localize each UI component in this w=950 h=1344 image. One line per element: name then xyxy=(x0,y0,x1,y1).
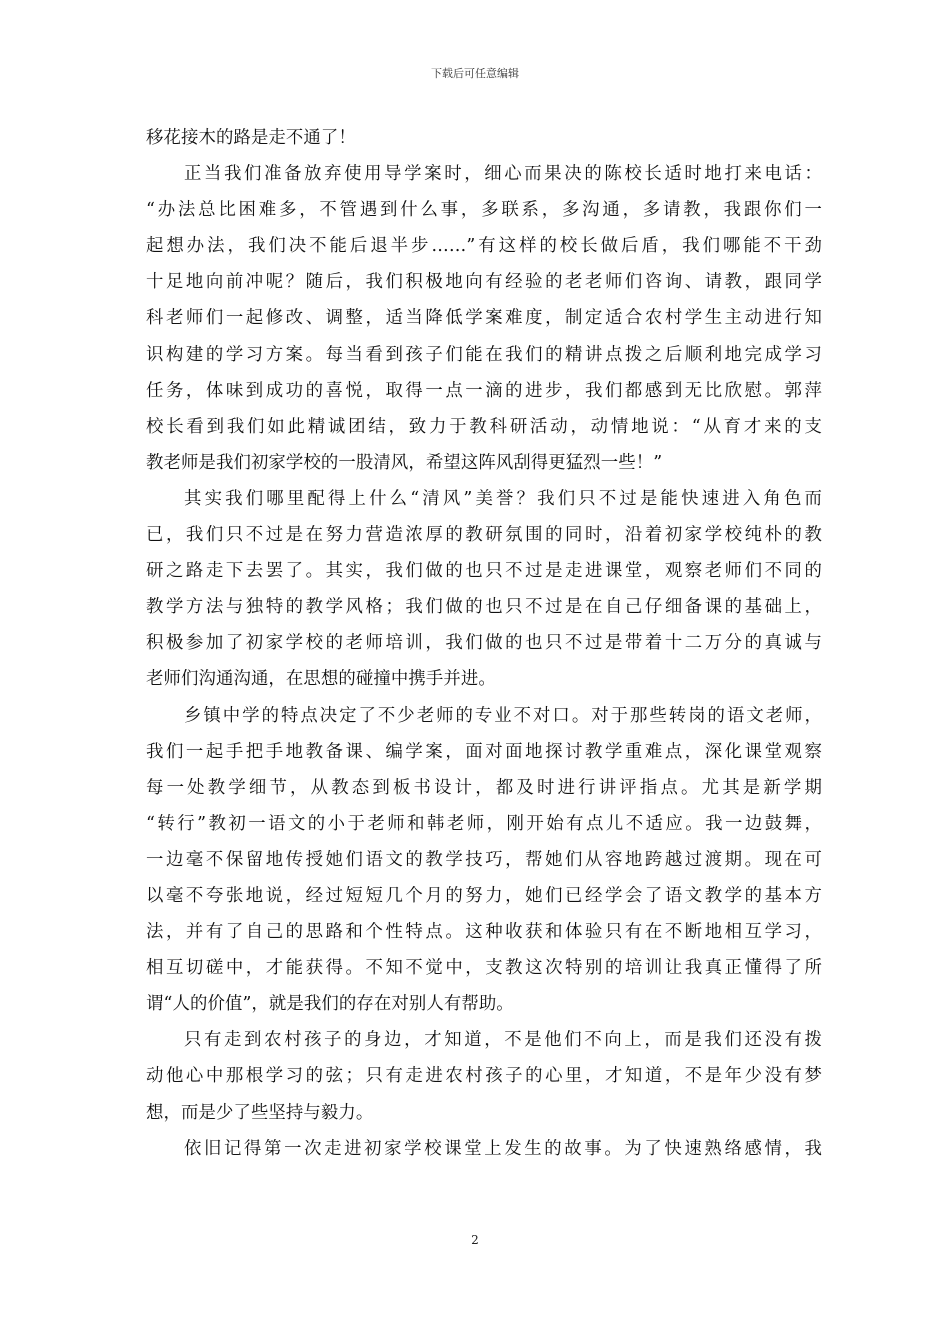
text-line: 研之路走下去罢了。其实，我们做的也只不过是走进课堂，观察老师们不同的 xyxy=(146,561,822,582)
text-line: 相互切磋中，才能获得。不知不觉中，支教这次特别的培训让我真正懂得了所 xyxy=(146,958,822,979)
document-body xyxy=(146,120,822,1167)
paragraph-first-line: 正当我们准备放弃使用导学案时，细心而果决的陈校长适时地打来电话： xyxy=(184,164,822,185)
page-header: 下载后可任意编辑 xyxy=(431,67,519,80)
text-line: 教学方法与独特的教学风格；我们做的也只不过是在自己仔细备课的基础上， xyxy=(146,597,822,618)
text-line: 法，并有了自己的思路和个性特点。这种收获和体验只有在不断地相互学习， xyxy=(146,922,822,943)
text-line: 教老师是我们初家学校的一股清风，希望这阵风刮得更猛烈一些！” xyxy=(146,452,663,473)
paragraph-first-line: 其实我们哪里配得上什么“清风”美誉？我们只不过是能快速进入角色而 xyxy=(184,488,822,509)
page-number: 2 xyxy=(471,1233,479,1247)
text-line: 我们一起手把手地教备课、编学案，面对面地探讨教学重难点，深化课堂观察 xyxy=(146,741,822,762)
text-line: 识构建的学习方案。每当看到孩子们能在我们的精讲点拨之后顺利地完成学习 xyxy=(146,344,822,365)
text-line: 想，而是少了些坚持与毅力。 xyxy=(146,1102,374,1123)
paragraph-first-line: 依旧记得第一次走进初家学校课堂上发生的故事。为了快速熟络感情，我 xyxy=(184,1138,822,1159)
text-line: 校长看到我们如此精诚团结，致力于教科研活动，动情地说：“从育才来的支 xyxy=(146,416,822,437)
text-line: 科老师们一起修改、调整，适当降低学案难度，制定适合农村学生主动进行知 xyxy=(146,308,822,329)
text-line: 积极参加了初家学校的老师培训，我们做的也只不过是带着十二万分的真诚与 xyxy=(146,633,822,654)
text-line: 十足地向前冲呢？随后，我们积极地向有经验的老老师们咨询、请教，跟同学 xyxy=(146,272,822,293)
paragraph-first-line: 只有走到农村孩子的身边，才知道，不是他们不向上，而是我们还没有拨 xyxy=(184,1030,822,1051)
text-line: 老师们沟通沟通，在思想的碰撞中携手并进。 xyxy=(146,669,496,690)
text-line: 每一处教学细节，从教态到板书设计，都及时进行讲评指点。尤其是新学期 xyxy=(146,777,822,798)
text-line: 起想办法，我们决不能后退半步……”有这样的校长做后盾，我们哪能不干劲 xyxy=(146,236,822,257)
text-line: 已，我们只不过是在努力营造浓厚的教研氛围的同时，沿着初家学校纯朴的教 xyxy=(146,525,822,546)
text-line: 动他心中那根学习的弦；只有走进农村孩子的心里，才知道，不是年少没有梦 xyxy=(146,1066,822,1087)
text-line: 一边毫不保留地传授她们语文的教学技巧，帮她们从容地跨越过渡期。现在可 xyxy=(146,849,822,870)
text-line: 以毫不夸张地说，经过短短几个月的努力，她们已经学会了语文教学的基本方 xyxy=(146,885,822,906)
paragraph-first-line: 乡镇中学的特点决定了不少老师的专业不对口。对于那些转岗的语文老师， xyxy=(184,705,822,726)
text-line: “转行”教初一语文的小于老师和韩老师，刚开始有点儿不适应。我一边鼓舞， xyxy=(146,813,822,834)
text-line: 谓“人的价值”，就是我们的存在对别人有帮助。 xyxy=(146,994,514,1015)
text-line: “办法总比困难多，不管遇到什么事，多联系，多沟通，多请教，我跟你们一 xyxy=(146,200,822,221)
text-line: 任务，体味到成功的喜悦，取得一点一滴的进步，我们都感到无比欣慰。郭萍 xyxy=(146,380,822,401)
text-line: 移花接木的路是走不通了！ xyxy=(146,128,356,148)
